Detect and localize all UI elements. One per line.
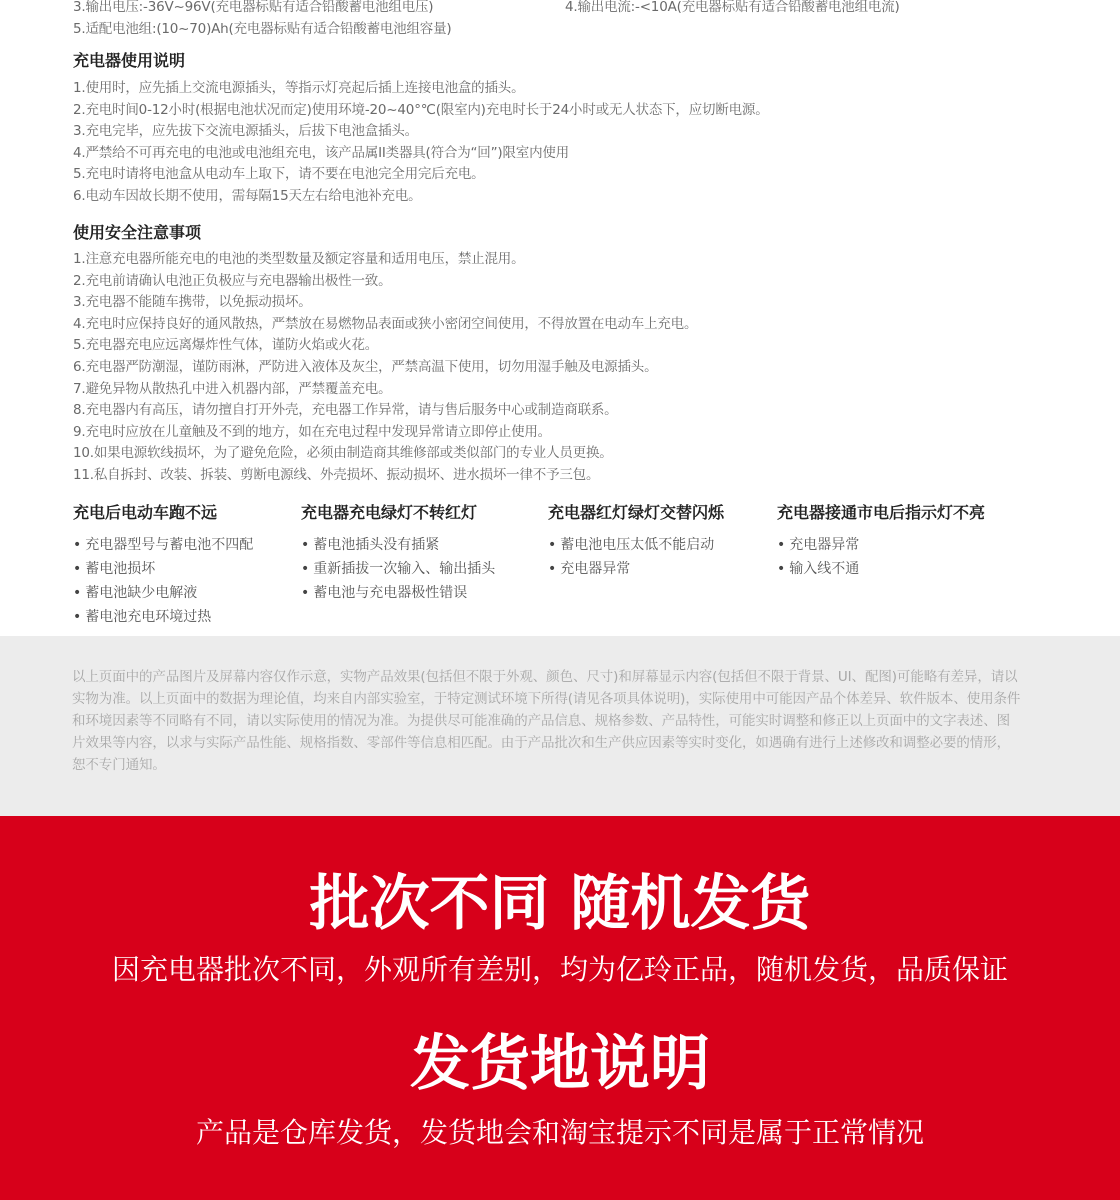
usage-item: 3.充电完毕，应先拔下交流电源插头，后拔下电池盒插头。 [73, 123, 418, 140]
safety-item: 7.避免异物从散热孔中进入机器内部，严禁覆盖充电。 [73, 380, 392, 397]
faq-title: 充电器接通市电后指示灯不亮 [777, 503, 986, 522]
safety-item: 11.私自拆封、改装、拆装、剪断电源线、外壳损坏、振动损坏、进水损坏一律不予三包。 [73, 466, 600, 483]
spec-output-current: 4.输出电流:-<10A(充电器标贴有适合铅酸蓄电池组电流) [565, 0, 900, 15]
safety-item: 9.充电时应放在儿童触及不到的地方，如在充电过程中发现异常请立即停止使用。 [73, 423, 551, 440]
faq-item: • 蓄电池与充电器极性错误 [301, 581, 495, 605]
faq-item: • 蓄电池充电环境过热 [73, 605, 253, 629]
random-shipping-title: 批次不同 随机发货 [309, 869, 811, 939]
faq-no-indicator [777, 500, 985, 581]
disclaimer-section [0, 636, 1120, 816]
safety-item: 6.充电器严防潮湿，谨防雨淋，严防进入液体及灰尘，严禁高温下使用，切勿用湿手触及电源插头。 [73, 358, 658, 375]
faq-item: • 输入线不通 [777, 557, 985, 581]
random-shipping-subtitle: 因充电器批次不同，外观所有差别，均为亿玲正品，随机发货，品质保证 [111, 953, 1008, 986]
safety-item: 3.充电器不能随车携带，以免振动损坏。 [73, 294, 312, 311]
disclaimer-text: 以上页面中的产品图片及屏幕内容仅作示意，实物产品效果(包括但不限于外观、颜色、尺寸)和屏幕显示内容(包括但不限于背景、UI、配图)可能略有差异，请以实物为准。以上页面中的数据为理论值，均来自内部实验室，于特定测试环境下所得(请见各项具体说明)，实际使用中可能因产品个体差异、软件版本、使用条件和环境因素等不同略有不同，请以实际使用的情况为准。为提供尽可能准确的产品信息、规格参数、产品特性，可能实时调整和修正以上页面中的文字表述、图片效果等内容，以求与实际产品性能、规格指数、零部件等信息相匹配。由于产品批次和生产供应因素等实时变化，如遇确有进行上述修改和调整必要的情形，恕不专门通知。 [72, 669, 1021, 773]
usage-item: 6.电动车因故长期不使用，需每隔15天左右给电池补充电。 [73, 187, 422, 204]
usage-item: 4.严禁给不可再充电的电池或电池组充电，该产品属II类器具(符合为“回”)限室内使用 [73, 144, 569, 161]
usage-item: 2.充电时间0-12小时(根据电池状况而定)使用环境-20~40°℃(限室内)充电时长于24小时或无人状态下，应切断电源。 [73, 101, 769, 118]
shipping-banner [0, 816, 1120, 1200]
ship-origin-subtitle: 产品是仓库发货，发货地会和淘宝提示不同是属于正常情况 [195, 1116, 924, 1149]
faq-item: • 重新插拔一次输入、输出插头 [301, 557, 495, 581]
faq-item: • 蓄电池电压太低不能启动 [548, 533, 724, 557]
safety-item: 2.充电前请确认电池正负极应与充电器输出极性一致。 [73, 272, 392, 289]
faq-item: • 蓄电池缺少电解液 [73, 581, 253, 605]
faq-title: 充电后电动车跑不远 [73, 503, 218, 522]
faq-flashing-lights [548, 500, 724, 581]
usage-list [73, 78, 769, 208]
faq-short-range [73, 500, 253, 629]
safety-item: 8.充电器内有高压，请勿擅自打开外壳，充电器工作异常，请与售后服务中心或制造商联系。 [73, 402, 618, 419]
faq-title: 充电器红灯绿灯交替闪烁 [548, 503, 725, 522]
faq-item: • 蓄电池插头没有插紧 [301, 533, 495, 557]
spec-output-voltage: 3.输出电压:-36V~96V(充电器标贴有适合铅酸蓄电池组电压) [73, 0, 434, 15]
usage-item: 5.充电时请将电池盒从电动车上取下，请不要在电池完全用完后充电。 [73, 166, 485, 183]
faq-item: • 充电器型号与蓄电池不四配 [73, 533, 253, 557]
safety-list [73, 249, 697, 487]
safety-item: 1.注意充电器所能充电的电池的类型数量及额定容量和适用电压，禁止混用。 [73, 251, 525, 267]
faq-item: • 充电器异常 [777, 533, 985, 557]
safety-item: 10.如果电源软线损坏，为了避免危险，必须由制造商其维修部或类似部门的专业人员更换。 [73, 445, 613, 462]
usage-item: 1.使用时，应先插上交流电源插头，等指示灯亮起后插上连接电池盒的插头。 [73, 80, 525, 96]
faq-green-light [301, 500, 495, 605]
safety-item: 5.充电器充电应远离爆炸性气体，谨防火焰或火花。 [73, 337, 379, 354]
safety-item: 4.充电时应保持良好的通风散热，严禁放在易燃物品表面或狭小密闭空间使用，不得放置在电动车上充电。 [73, 315, 698, 332]
safety-heading: 使用安全注意事项 [73, 223, 202, 242]
spec-battery-capacity: 5.适配电池组:(10~70)Ah(充电器标贴有适合铅酸蓄电池组容量) [73, 21, 452, 37]
ship-origin-title: 发货地说明 [410, 1029, 710, 1099]
faq-item: • 充电器异常 [548, 557, 724, 581]
faq-title: 充电器充电绿灯不转红灯 [301, 503, 478, 522]
usage-heading: 充电器使用说明 [73, 51, 186, 70]
faq-item: • 蓄电池损坏 [73, 557, 253, 581]
